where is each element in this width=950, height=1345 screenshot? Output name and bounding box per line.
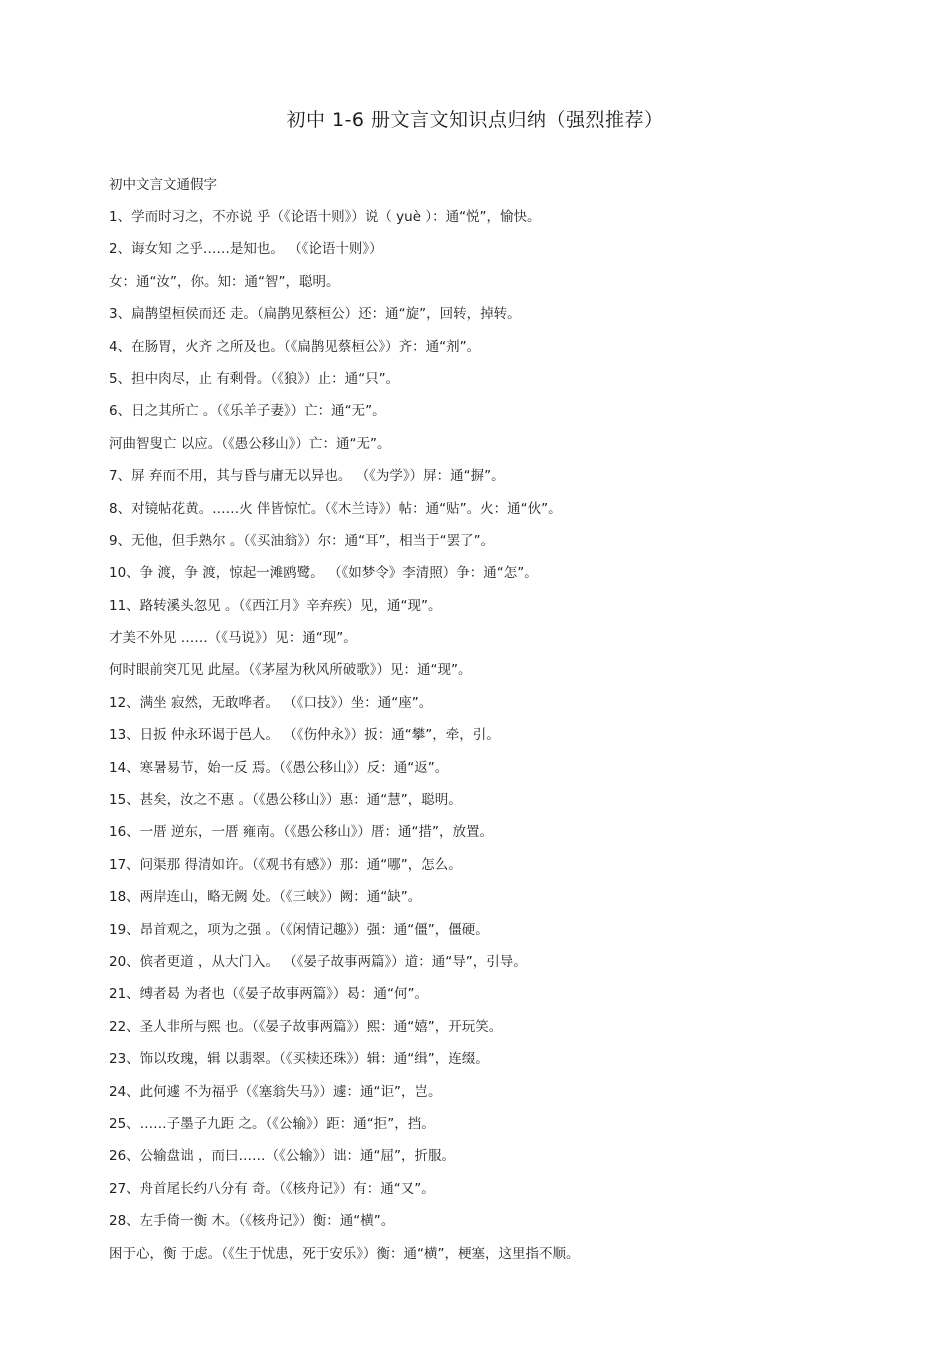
section-heading: 初中文言文通假字 bbox=[109, 177, 217, 193]
entry-line: 8、对镜帖花黄。……火 伴皆惊忙。（《木兰诗》）帖：通“贴”。火：通“伙”。 bbox=[109, 500, 562, 517]
entry-line: 2、诲女知 之乎……是知也。 （《论语十则》） bbox=[109, 241, 383, 258]
entry-line: 女：通“汝”，你。知：通“智”，聪明。 bbox=[109, 273, 340, 290]
entry-line: 河曲智叟亡 以应。（《愚公移山》）亡：通“无”。 bbox=[109, 435, 391, 452]
entry-line: 10、争 渡，争 渡，惊起一滩鸥鹭。 （《如梦令》李清照）争：通“怎”。 bbox=[109, 565, 538, 582]
entry-list bbox=[109, 206, 909, 1275]
entry-line: 27、舟首尾长约八分有 奇。（《核舟记》）有：通“又”。 bbox=[109, 1180, 435, 1197]
entry-line: 6、日之其所亡 。（《乐羊子妻》）亡：通“无”。 bbox=[109, 403, 386, 420]
entry-line: 17、问渠那 得清如许。（《观书有感》）那：通“哪”，怎么。 bbox=[109, 856, 462, 873]
entry-line: 困于心，衡 于虑。（《生于忧患，死于安乐》）衡：通“横”，梗塞，这里指不顺。 bbox=[109, 1245, 580, 1262]
entry-line: 14、寒暑易节，始一反 焉。（《愚公移山》）反：通“返”。 bbox=[109, 759, 449, 776]
entry-line: 何时眼前突兀见 此屋。（《茅屋为秋风所破歌》）见：通“现”。 bbox=[109, 662, 472, 679]
entry-line: 28、左手倚一衡 木。（《核舟记》）衡：通“横”。 bbox=[109, 1213, 395, 1230]
entry-line: 15、甚矣，汝之不惠 。（《愚公移山》）惠：通“慧”，聪明。 bbox=[109, 792, 462, 809]
entry-line: 22、圣人非所与熙 也。（《晏子故事两篇》）熙：通“嬉”，开玩笑。 bbox=[109, 1018, 503, 1035]
entry-line: 18、两岸连山，略无阙 处。（《三峡》）阙：通“缺”。 bbox=[109, 889, 422, 906]
entry-line: 4、在肠胃，火齐 之所及也。（《扁鹊见蔡桓公》）齐：通“剂”。 bbox=[109, 338, 481, 355]
entry-line: 26、公输盘诎 ，而曰……（《公输》）诎：通“屈”，折服。 bbox=[109, 1148, 455, 1165]
entry-line: 20、傧者更道 ，从大门入。 （《晏子故事两篇》）道：通“导”，引导。 bbox=[109, 953, 527, 970]
entry-line: 1、学而时习之，不亦说 乎（《论语十则》）说（ yuè ）：通“悦”，愉快。 bbox=[109, 209, 541, 225]
document-title: 初中 1-6 册文言文知识点归纳（强烈推荐） bbox=[286, 109, 664, 131]
entry-line: 25、……子墨子九距 之。（《公输》）距：通“拒”，挡。 bbox=[109, 1115, 435, 1132]
entry-line: 7、屏 弃而不用，其与昏与庸无以异也。 （《为学》）屏：通“摒”。 bbox=[109, 468, 505, 485]
entry-line: 11、路转溪头忽见 。（《西江月》辛弃疾）见，通“现”。 bbox=[109, 597, 442, 614]
entry-line: 23、饰以玫瑰，辑 以翡翠。（《买椟还珠》）辑：通“缉”，连缀。 bbox=[109, 1051, 489, 1068]
entry-line: 才美不外见 ……（《马说》）见：通“现”。 bbox=[109, 630, 357, 647]
entry-line: 19、昂首观之，项为之强 。（《闲情记趣》）强：通“僵”，僵硬。 bbox=[109, 921, 489, 938]
entry-line: 21、缚者曷 为者也（《晏子故事两篇》）曷：通“何”。 bbox=[109, 986, 428, 1003]
entry-line: 13、日扳 仲永环谒于邑人。 （《伤仲永》）扳：通“攀”，牵，引。 bbox=[109, 727, 500, 744]
entry-line: 16、一厝 逆东，一厝 雍南。（《愚公移山》）厝：通“措”，放置。 bbox=[109, 824, 493, 841]
entry-line: 5、担中肉尽，止 有剩骨。（《狼》）止：通“只”。 bbox=[109, 370, 400, 387]
entry-line: 24、此何遽 不为福乎（《塞翁失马》）遽：通“讵”，岂。 bbox=[109, 1083, 442, 1100]
entry-line: 9、无他，但手熟尔 。（《买油翁》）尔：通“耳”，相当于“罢了”。 bbox=[109, 532, 495, 549]
entry-line: 3、扁鹊望桓侯而还 走。（扁鹊见蔡桓公）还：通“旋”，回转，掉转。 bbox=[109, 306, 521, 323]
entry-line: 12、满坐 寂然，无敢哗者。 （《口技》）坐：通“座”。 bbox=[109, 694, 433, 711]
